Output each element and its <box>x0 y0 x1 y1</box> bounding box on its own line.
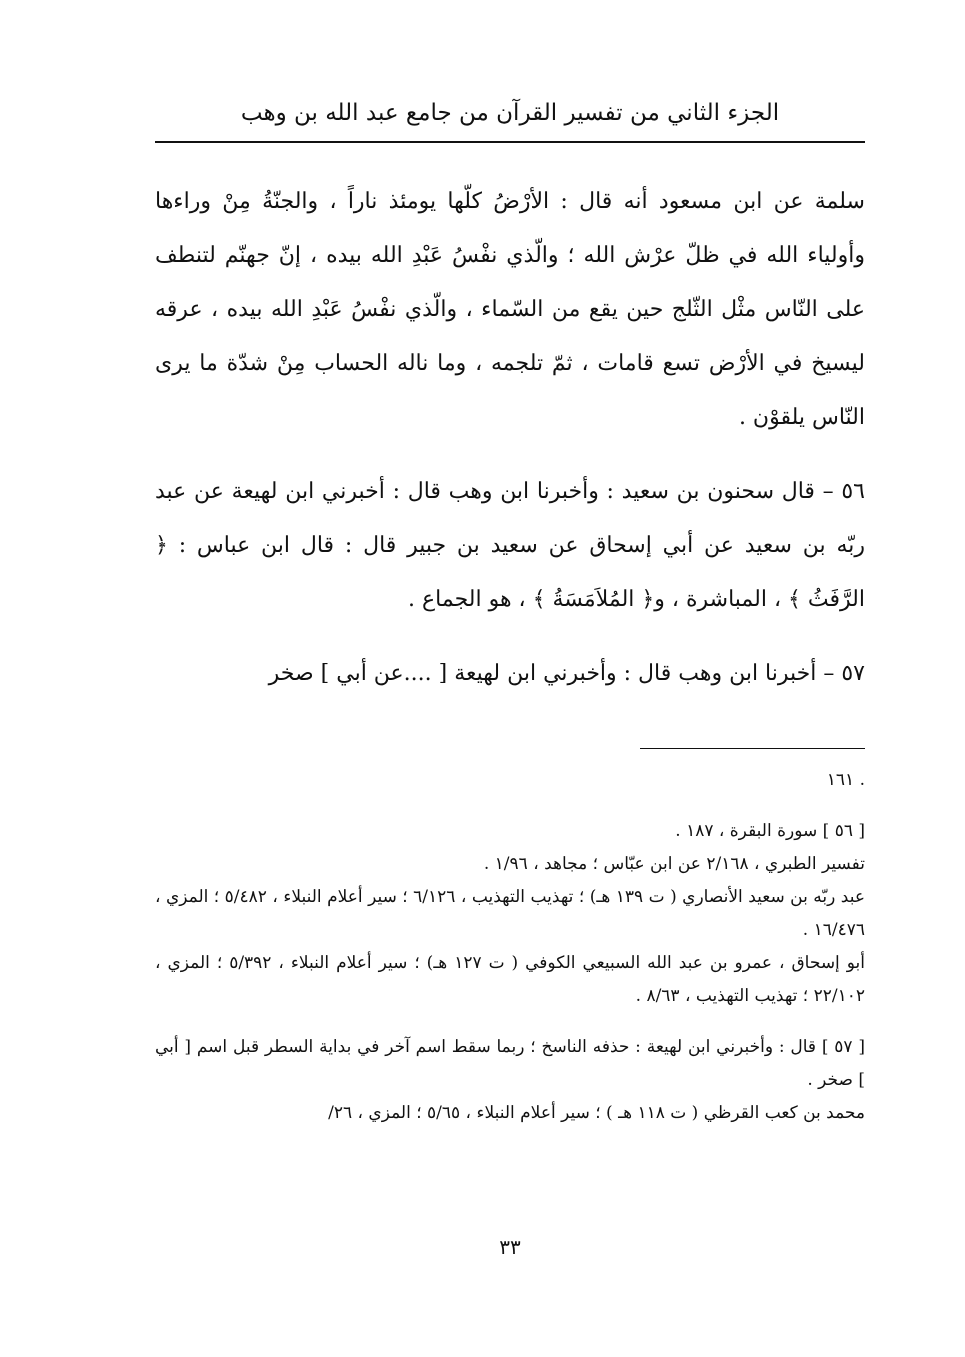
paragraph-57: ٥٧ – أخبرنا ابن وهب قال : وأخبرني ابن لهيعة [ ....عن أبي ] صخر <box>268 661 865 686</box>
footnote-57-qurazi: محمد بن كعب القرظي ( ت ١١٨ هـ ) ؛ سير أعلام النبلاء ، ٥/٦٥ ؛ المزي ، ٢٦/ <box>328 1103 865 1123</box>
footnote-161: . ١٦١ <box>826 770 865 790</box>
page-number: ٣٣ <box>499 1235 521 1259</box>
footnote-56-surah: [ ٥٦ ] سورة البقرة ، ١٨٧ . <box>675 821 865 841</box>
header-divider <box>155 141 865 143</box>
footnotes <box>155 764 865 1130</box>
main-text <box>155 175 865 701</box>
paragraph-56: ٥٦ – قال سحنون بن سعيد : وأخبرنا ابن وهب قال : أخبرني ابن لهيعة عن عبد ربّه بن سعيد عن أبي إسحاق عن سعيد بن جبير قال : قال ابن عباس : ﴿ الرَّفَثُ ﴾ ، المباشرة ، و﴿ المُلاَمَسَةُ ﴾ ، هو الجماع . <box>155 479 865 612</box>
running-header: الجزء الثاني من تفسير القرآن من جامع عبد الله بن وهب <box>240 100 780 126</box>
footnote-divider <box>640 748 865 749</box>
footnote-56-abu-ishaq: أبو إسحاق ، عمرو بن عبد الله السبيعي الكوفي ( ت ١٢٧ هـ) ؛ سير أعلام النبلاء ، ٥/٣٩٢ ؛ المزي ، ٢٢/١٠٢ ؛ تهذيب التهذيب ، ٨/٦٣ . <box>155 953 865 1006</box>
footnote-56-tabari: تفسير الطبري ، ٢/١٦٨ عن ابن عبّاس ؛ مجاهد ، ١/٩٦ . <box>483 854 865 874</box>
footnote-57-note: [ ٥٧ ] قال : وأخبرني ابن لهيعة : حذفه الناسخ ؛ ربما سقط اسم آخر في بداية السطر قبل اسم [ أبي ] صخر . <box>155 1037 865 1090</box>
footnote-56-abd-rabbih: عبد ربّه بن سعيد الأنصاري ( ت ١٣٩ هـ) ؛ تهذيب التهذيب ، ٦/١٢٦ ؛ سير أعلام النبلاء ، ٥/٤٨٢ ؛ المزي ، ١٦/٤٧٦ . <box>155 887 865 940</box>
paragraph-1: سلمة عن ابن مسعود أنه قال : الأرْضُ كلّها يومئذ ناراً ، والجنّةُ مِنْ وراءها وأولياء الله في ظلّ عرْش الله ؛ والّذي نفْسُ عَبْدِ الله بيده ، إنّ جهنّم لتنطف على النّاس مثْل الثّلج حين يقع من السّماء ، والّذي نفْسُ عَبْدِ الله بيده ، عرقه ليسيخ في الأرْض تسع قامات ، ثمّ تلجمه ، وما ناله الحساب مِنْ شدّة ما يرى النّاس يلقوْن . <box>155 189 865 430</box>
